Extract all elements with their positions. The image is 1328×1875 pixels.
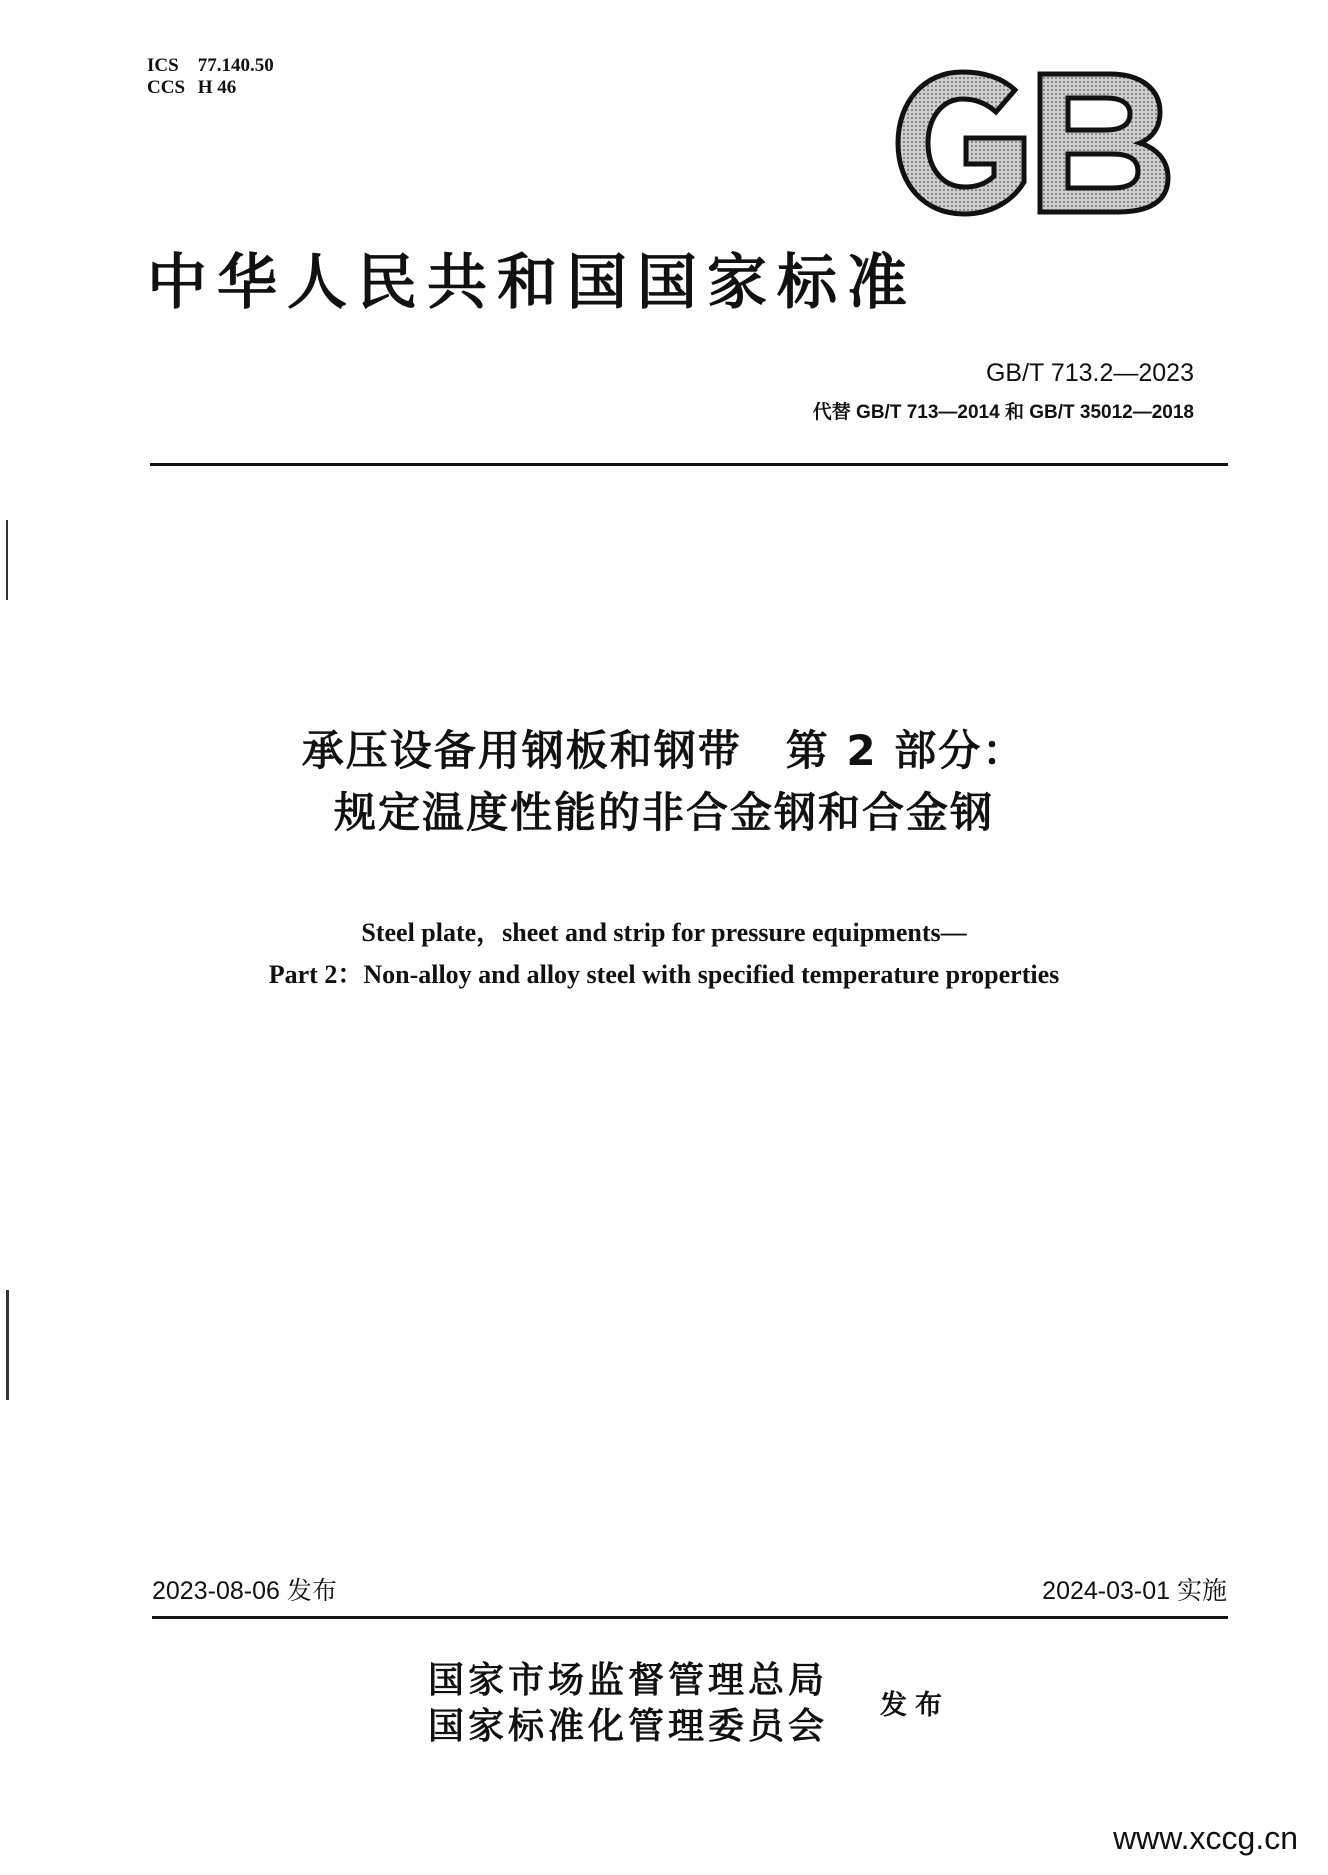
footer-divider bbox=[152, 1616, 1228, 1619]
scan-mark bbox=[6, 520, 8, 600]
title-english-line-2: Part 2：Non-alloy and alloy steel with specified temperature properties bbox=[268, 960, 1060, 989]
header-divider bbox=[150, 463, 1228, 466]
ics-label: ICS bbox=[147, 55, 179, 76]
issue-date: 2023-08-06 发布 bbox=[152, 1577, 337, 1605]
scan-mark bbox=[6, 1290, 9, 1400]
publishers bbox=[428, 1658, 828, 1750]
national-standard-title: 中华人民共和国国家标准 bbox=[147, 248, 917, 318]
ccs-row bbox=[147, 77, 274, 99]
ccs-value: H 46 bbox=[197, 77, 237, 98]
publisher-sac: 国家标准化管理委员会 bbox=[428, 1706, 829, 1747]
publish-label: 发布 bbox=[880, 1690, 950, 1721]
title-chinese-line-2: 规定温度性能的非合金钢和合金钢 bbox=[333, 788, 994, 837]
ccs-label: CCS bbox=[147, 77, 186, 98]
site-watermark: www.xccg.cn bbox=[1113, 1820, 1298, 1856]
effective-date: 2024-03-01 实施 bbox=[1042, 1577, 1227, 1605]
ics-value: 77.140.50 bbox=[197, 55, 274, 76]
replaces-note: 代替 GB/T 713—2014 和 GB/T 35012—2018 bbox=[812, 402, 1194, 423]
publisher-samr: 国家市场监督管理总局 bbox=[428, 1660, 829, 1701]
gb-logo bbox=[890, 68, 1180, 218]
gb-logo-graphic bbox=[890, 68, 1180, 218]
title-chinese-line-1: 承压设备用钢板和钢带 第 2 部分： bbox=[301, 726, 1027, 775]
title-chinese bbox=[0, 720, 1328, 844]
standard-number: GB/T 713.2—2023 bbox=[985, 359, 1194, 387]
ics-row bbox=[147, 55, 274, 77]
classification-codes bbox=[147, 55, 274, 99]
title-english-line-1: Steel plate，sheet and strip for pressure equipments— bbox=[361, 918, 967, 947]
title-english bbox=[0, 912, 1328, 996]
